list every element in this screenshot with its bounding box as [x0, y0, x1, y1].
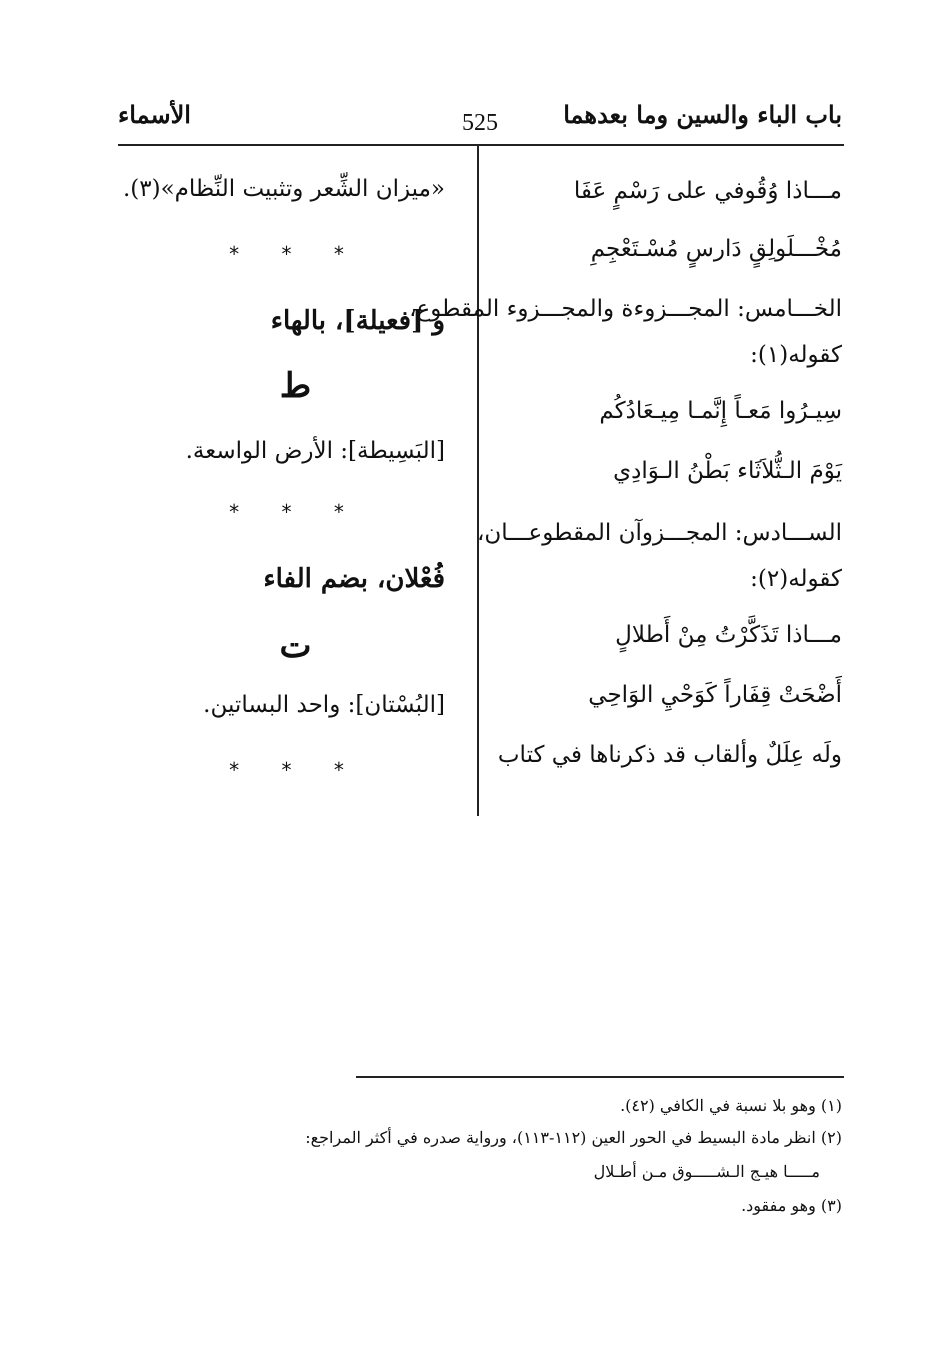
verse-line: مـــاذا وُقُوفي على رَسْمٍ عَفَا — [573, 178, 842, 204]
separator-stars: * * * — [229, 758, 362, 782]
text-line: كقوله(١): — [750, 342, 842, 368]
verse-line: مُخْـــلَولِقٍ دَارسٍ مُسْـتَعْجِمِ — [590, 236, 842, 262]
page-number: 525 — [462, 110, 498, 136]
running-header-chapter: باب الباء والسين وما بعدهما — [563, 100, 842, 129]
text-line: الخـــامس: المجـــزوءة والمجـــزوء المقطوع، — [409, 296, 842, 322]
text-line: الســـادس: المجـــزوآن المقطوعـــان، — [476, 520, 842, 546]
verse-line: يَوْمَ الـثُّلاَثَاء بَطْنُ الـوَادِي — [613, 458, 842, 484]
text-line: ولَه عِلَلٌ وألقاب قد ذكرناها في كتاب — [497, 742, 842, 768]
verse-line: سِيـرُوا مَعـاً إِنَّمـا مِيـعَادُكُم — [599, 398, 842, 424]
quote-line: «ميزان الشِّعر وتثبيت النِّظام»(٣). — [122, 176, 445, 202]
entry-line: [البَسِيطة]: الأرض الواسعة. — [185, 438, 445, 464]
section-title: و [فعيلة]، بالهاء — [270, 306, 445, 336]
separator-stars: * * * — [229, 500, 362, 524]
footnote: (٢) انظر مادة البسيط في الحور العين (١١٢-١١٣)، ورواية صدره في أكثر المراجع: — [305, 1128, 842, 1147]
footnote: (٣) وهو مفقود. — [741, 1196, 842, 1215]
header-rule — [118, 144, 844, 146]
verse-line: مـــاذا تَذَكَّرْتُ مِنْ أَطلالٍ — [615, 622, 842, 648]
text-line: كقوله(٢): — [750, 566, 842, 592]
section-letter: ط — [279, 366, 312, 406]
footnote-verse: مـــــا هيـج الـشـــــوق مـن أطـلال — [593, 1162, 820, 1181]
section-letter: ت — [279, 626, 312, 666]
entry-line: [البُسْتان]: واحد البساتين. — [203, 692, 445, 718]
footnote: (١) وهو بلا نسبة في الكافي (٤٢). — [620, 1096, 842, 1115]
column-divider — [477, 146, 479, 816]
running-header-section: الأسماء — [118, 100, 191, 129]
separator-stars: * * * — [229, 242, 362, 266]
verse-line: أَضْحَتْ قِفَاراً كَوَحْيِ الوَاحِي — [588, 682, 842, 708]
section-title: فُعْلان، بضم الفاء — [263, 564, 445, 594]
footnote-rule — [356, 1076, 844, 1078]
